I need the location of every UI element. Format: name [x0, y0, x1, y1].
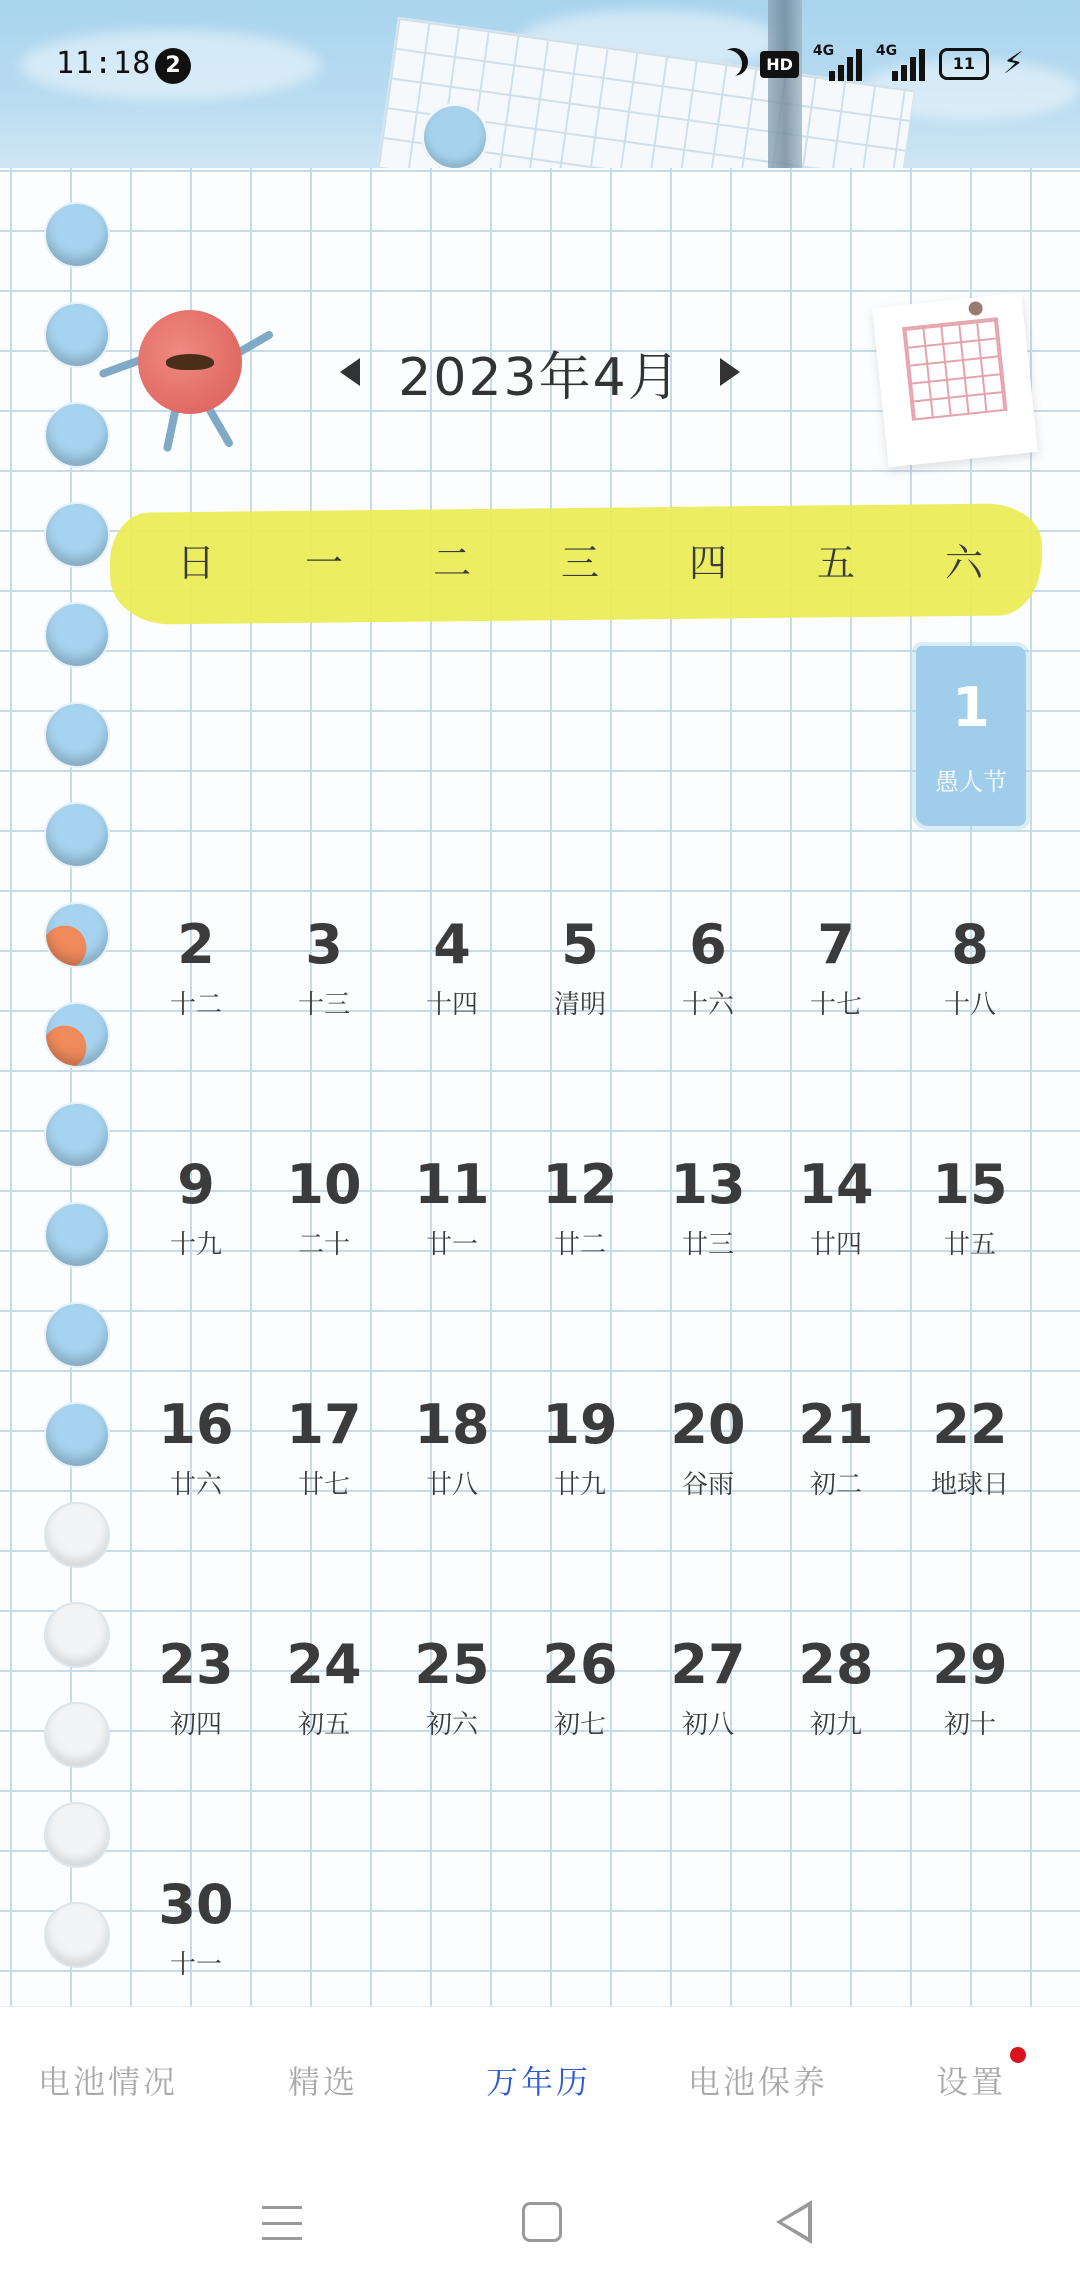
day-cell[interactable] [141, 1154, 251, 1260]
day-cell[interactable] [269, 1154, 379, 1260]
day-cell[interactable] [269, 1634, 379, 1740]
home-icon[interactable] [522, 2202, 562, 2242]
hd-voice-icon: HD [760, 51, 799, 78]
signal-1-icon [812, 43, 862, 81]
weekday-label: 二 [432, 541, 471, 585]
day-cell[interactable] [915, 1154, 1025, 1260]
day-number: 25 [414, 1633, 490, 1696]
weekday-label: 日 [176, 541, 215, 585]
day-number: 20 [670, 1393, 746, 1456]
day-number: 21 [798, 1393, 874, 1456]
ring-hole [46, 304, 108, 366]
tab-battery-status[interactable]: 电池情况 [38, 2063, 179, 2101]
day-cell[interactable] [525, 914, 635, 1020]
status-time: 11:18 [56, 46, 152, 81]
ring-hole [46, 204, 108, 266]
ring-hole [46, 1404, 108, 1466]
day-cell[interactable] [141, 914, 251, 1020]
previous-month-icon[interactable] [340, 358, 360, 386]
weekday-label: 三 [560, 541, 599, 585]
notebook-rings [46, 204, 112, 1984]
ring-hole [46, 904, 108, 966]
day-number: 23 [158, 1633, 234, 1696]
lunar-date: 二十 [297, 1230, 350, 1260]
day-cell[interactable] [653, 1634, 763, 1740]
day-number: 29 [932, 1633, 1008, 1696]
ring-hole [46, 1304, 108, 1366]
lunar-date: 廿三 [681, 1230, 734, 1260]
tab-featured[interactable]: 精选 [288, 2063, 359, 2101]
lunar-date: 清明 [553, 990, 606, 1020]
day-cell[interactable] [397, 1154, 507, 1260]
tab-battery-care[interactable]: 电池保养 [688, 2063, 829, 2101]
weekday-label: 六 [944, 541, 983, 585]
tab-settings[interactable]: 设置 [936, 2063, 1007, 2101]
lunar-date: 廿八 [425, 1470, 478, 1500]
lunar-date: 十三 [297, 990, 350, 1020]
lunar-date: 初十 [943, 1710, 996, 1740]
day-cell[interactable] [525, 1394, 635, 1500]
network-type-2: 4G [875, 43, 898, 59]
month-title[interactable]: 2023年4月 [398, 347, 682, 408]
today-festival-label: 愚人节 [935, 768, 1007, 796]
day-number: 10 [286, 1153, 362, 1216]
day-number: 28 [798, 1633, 874, 1696]
lunar-date: 初五 [297, 1710, 350, 1740]
status-bar [0, 0, 1080, 130]
ring-hole [46, 1104, 108, 1166]
day-number: 2 [177, 913, 215, 976]
battery-icon: 11 [939, 48, 989, 80]
lunar-date: 初八 [681, 1710, 734, 1740]
lunar-date: 廿七 [297, 1470, 350, 1500]
day-number: 27 [670, 1633, 746, 1696]
notification-count-badge: 2 [155, 48, 191, 84]
day-cell[interactable] [397, 1394, 507, 1500]
tab-calendar[interactable]: 万年历 [486, 2063, 592, 2101]
signal-2-icon [875, 43, 925, 81]
day-number: 12 [542, 1153, 618, 1216]
day-cell[interactable] [141, 1634, 251, 1740]
day-number: 16 [158, 1393, 234, 1456]
day-number: 17 [286, 1393, 362, 1456]
lunar-date: 廿二 [553, 1230, 606, 1260]
day-number: 15 [932, 1153, 1008, 1216]
day-cell[interactable] [653, 1154, 763, 1260]
day-cell[interactable] [653, 1394, 763, 1500]
lunar-date: 廿九 [553, 1470, 606, 1500]
lunar-date: 十六 [681, 990, 734, 1020]
lunar-date: 廿五 [943, 1230, 996, 1260]
day-number: 14 [798, 1153, 874, 1216]
ring-hole [46, 1604, 108, 1666]
day-cell[interactable] [141, 1394, 251, 1500]
day-number: 18 [414, 1393, 490, 1456]
day-cell[interactable] [269, 914, 379, 1020]
weekday-header [160, 532, 1060, 596]
day-number: 8 [951, 913, 989, 976]
ring-hole [46, 1804, 108, 1866]
weekday-label: 一 [304, 541, 343, 585]
back-icon[interactable] [776, 2200, 812, 2244]
menu-icon[interactable] [262, 2206, 302, 2240]
day-cell[interactable] [525, 1154, 635, 1260]
lunar-date: 谷雨 [681, 1470, 734, 1500]
lunar-date: 廿六 [169, 1470, 222, 1500]
calendar-sticker-decoration [872, 293, 1038, 468]
lunar-date: 十八 [943, 990, 996, 1020]
lunar-date: 初六 [425, 1710, 478, 1740]
lunar-date: 地球日 [930, 1470, 1009, 1500]
day-cell[interactable] [915, 1634, 1025, 1740]
day-number: 19 [542, 1393, 618, 1456]
lunar-date: 十四 [425, 990, 478, 1020]
day-number: 30 [158, 1873, 234, 1936]
day-number: 4 [433, 913, 471, 976]
lunar-date: 初二 [809, 1470, 862, 1500]
ring-hole [46, 1204, 108, 1266]
network-type-1: 4G [812, 43, 835, 59]
ring-hole [46, 1704, 108, 1766]
ring-hole [46, 1004, 108, 1066]
day-cell[interactable] [781, 1154, 891, 1260]
do-not-disturb-icon [714, 50, 742, 78]
charging-icon: ⚡ [1002, 46, 1024, 81]
day-cell[interactable] [781, 1634, 891, 1740]
day-cell[interactable] [915, 914, 1025, 1020]
status-icons [718, 44, 1024, 84]
day-cell[interactable] [397, 914, 507, 1020]
day-cell[interactable] [915, 1394, 1025, 1500]
day-number: 13 [670, 1153, 746, 1216]
today-cell[interactable] [916, 646, 1026, 826]
ring-hole [46, 804, 108, 866]
day-number: 24 [286, 1633, 362, 1696]
ring-hole [46, 404, 108, 466]
system-navigation-bar [0, 2146, 1080, 2280]
bottom-tab-bar [0, 2006, 1080, 2147]
day-number: 3 [305, 913, 343, 976]
day-cell[interactable] [653, 914, 763, 1020]
ring-hole [46, 1904, 108, 1966]
lunar-date: 廿一 [425, 1230, 478, 1260]
ring-hole [46, 604, 108, 666]
day-cell[interactable] [397, 1634, 507, 1740]
day-number: 6 [689, 913, 727, 976]
day-number: 7 [817, 913, 855, 976]
ring-hole [46, 704, 108, 766]
lunar-date: 十二 [169, 990, 222, 1020]
lunar-date: 十一 [169, 1950, 222, 1980]
lunar-date: 初四 [169, 1710, 222, 1740]
ring-hole [46, 1504, 108, 1566]
lunar-date: 十九 [169, 1230, 222, 1260]
day-cell[interactable] [141, 1874, 251, 1980]
day-number: 22 [932, 1393, 1008, 1456]
day-cell[interactable] [269, 1394, 379, 1500]
month-navigation [340, 332, 740, 412]
day-cell[interactable] [781, 1394, 891, 1500]
weekday-label: 四 [688, 541, 727, 585]
day-number: 11 [414, 1153, 490, 1216]
lunar-date: 十七 [809, 990, 862, 1020]
ring-hole [46, 504, 108, 566]
day-number: 9 [177, 1153, 215, 1216]
lunar-date: 廿四 [809, 1230, 862, 1260]
sun-sticker-decoration [128, 300, 268, 450]
lunar-date: 初九 [809, 1710, 862, 1740]
lunar-date: 初七 [553, 1710, 606, 1740]
day-number: 26 [542, 1633, 618, 1696]
day-number: 5 [561, 913, 599, 976]
next-month-icon[interactable] [720, 358, 740, 386]
settings-badge-dot [1010, 2047, 1026, 2063]
day-cell[interactable] [781, 914, 891, 1020]
weekday-label: 五 [816, 541, 855, 585]
today-day-number: 1 [952, 676, 990, 739]
day-cell[interactable] [525, 1634, 635, 1740]
